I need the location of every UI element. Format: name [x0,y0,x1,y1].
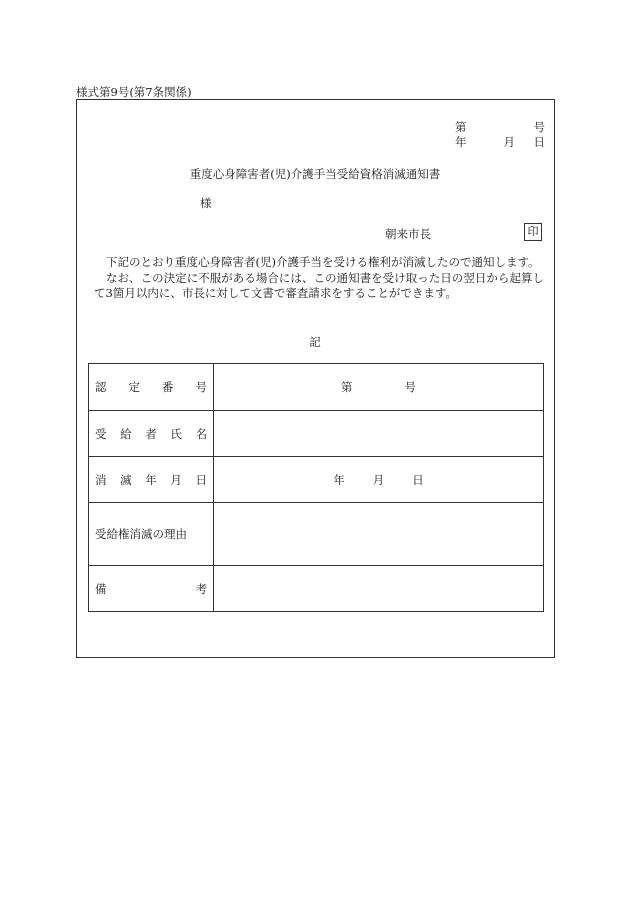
row-value-recipient-name[interactable] [214,411,544,457]
table-row [89,566,544,612]
ki-heading: 記 [309,335,321,349]
notice-paragraph-2: なお、この決定に不服がある場合には、この通知書を受け取った日の翌日から起算して3箇月以内に、市長に対して文書で審査請求をすることができます。 [94,270,544,300]
document-date-line [455,134,545,150]
notice-body [94,255,544,302]
table-row [89,411,544,457]
row-label-termination-date: 消 滅 年 月 日 [89,457,214,503]
record-table [88,363,544,612]
row-label-termination-reason: 受給権消滅の理由 [89,503,214,566]
row-value-remarks[interactable] [214,566,544,612]
date-month: 月 [503,135,515,149]
addressee-suffix: 様 [200,196,212,210]
table-row [89,364,544,411]
form-number-label: 様式第9号(第7条関係) [76,85,192,99]
number-prefix: 第 [455,120,467,134]
row-value-certification-number[interactable]: 第 号 [214,364,544,411]
table-row [89,503,544,566]
document-title: 重度心身障害者(児)介護手当受給資格消滅通知書 [189,167,441,181]
number-suffix: 号 [533,120,545,134]
date-day: 日 [533,135,545,149]
row-value-termination-reason[interactable] [214,503,544,566]
row-label-certification-number: 認 定 番 号 [89,364,214,411]
seal-mark: 印 [524,223,542,241]
row-label-remarks: 備 考 [89,566,214,612]
date-year: 年 [455,135,467,149]
document-number-line [455,119,545,135]
issuer-name: 朝来市長 [385,227,431,241]
row-value-termination-date[interactable]: 年 月 日 [214,457,544,503]
notice-paragraph-1: 下記のとおり重度心身障害者(児)介護手当を受ける権利が消滅したので通知します。 [106,255,540,269]
table-row [89,457,544,503]
row-label-recipient-name: 受 給 者 氏 名 [89,411,214,457]
